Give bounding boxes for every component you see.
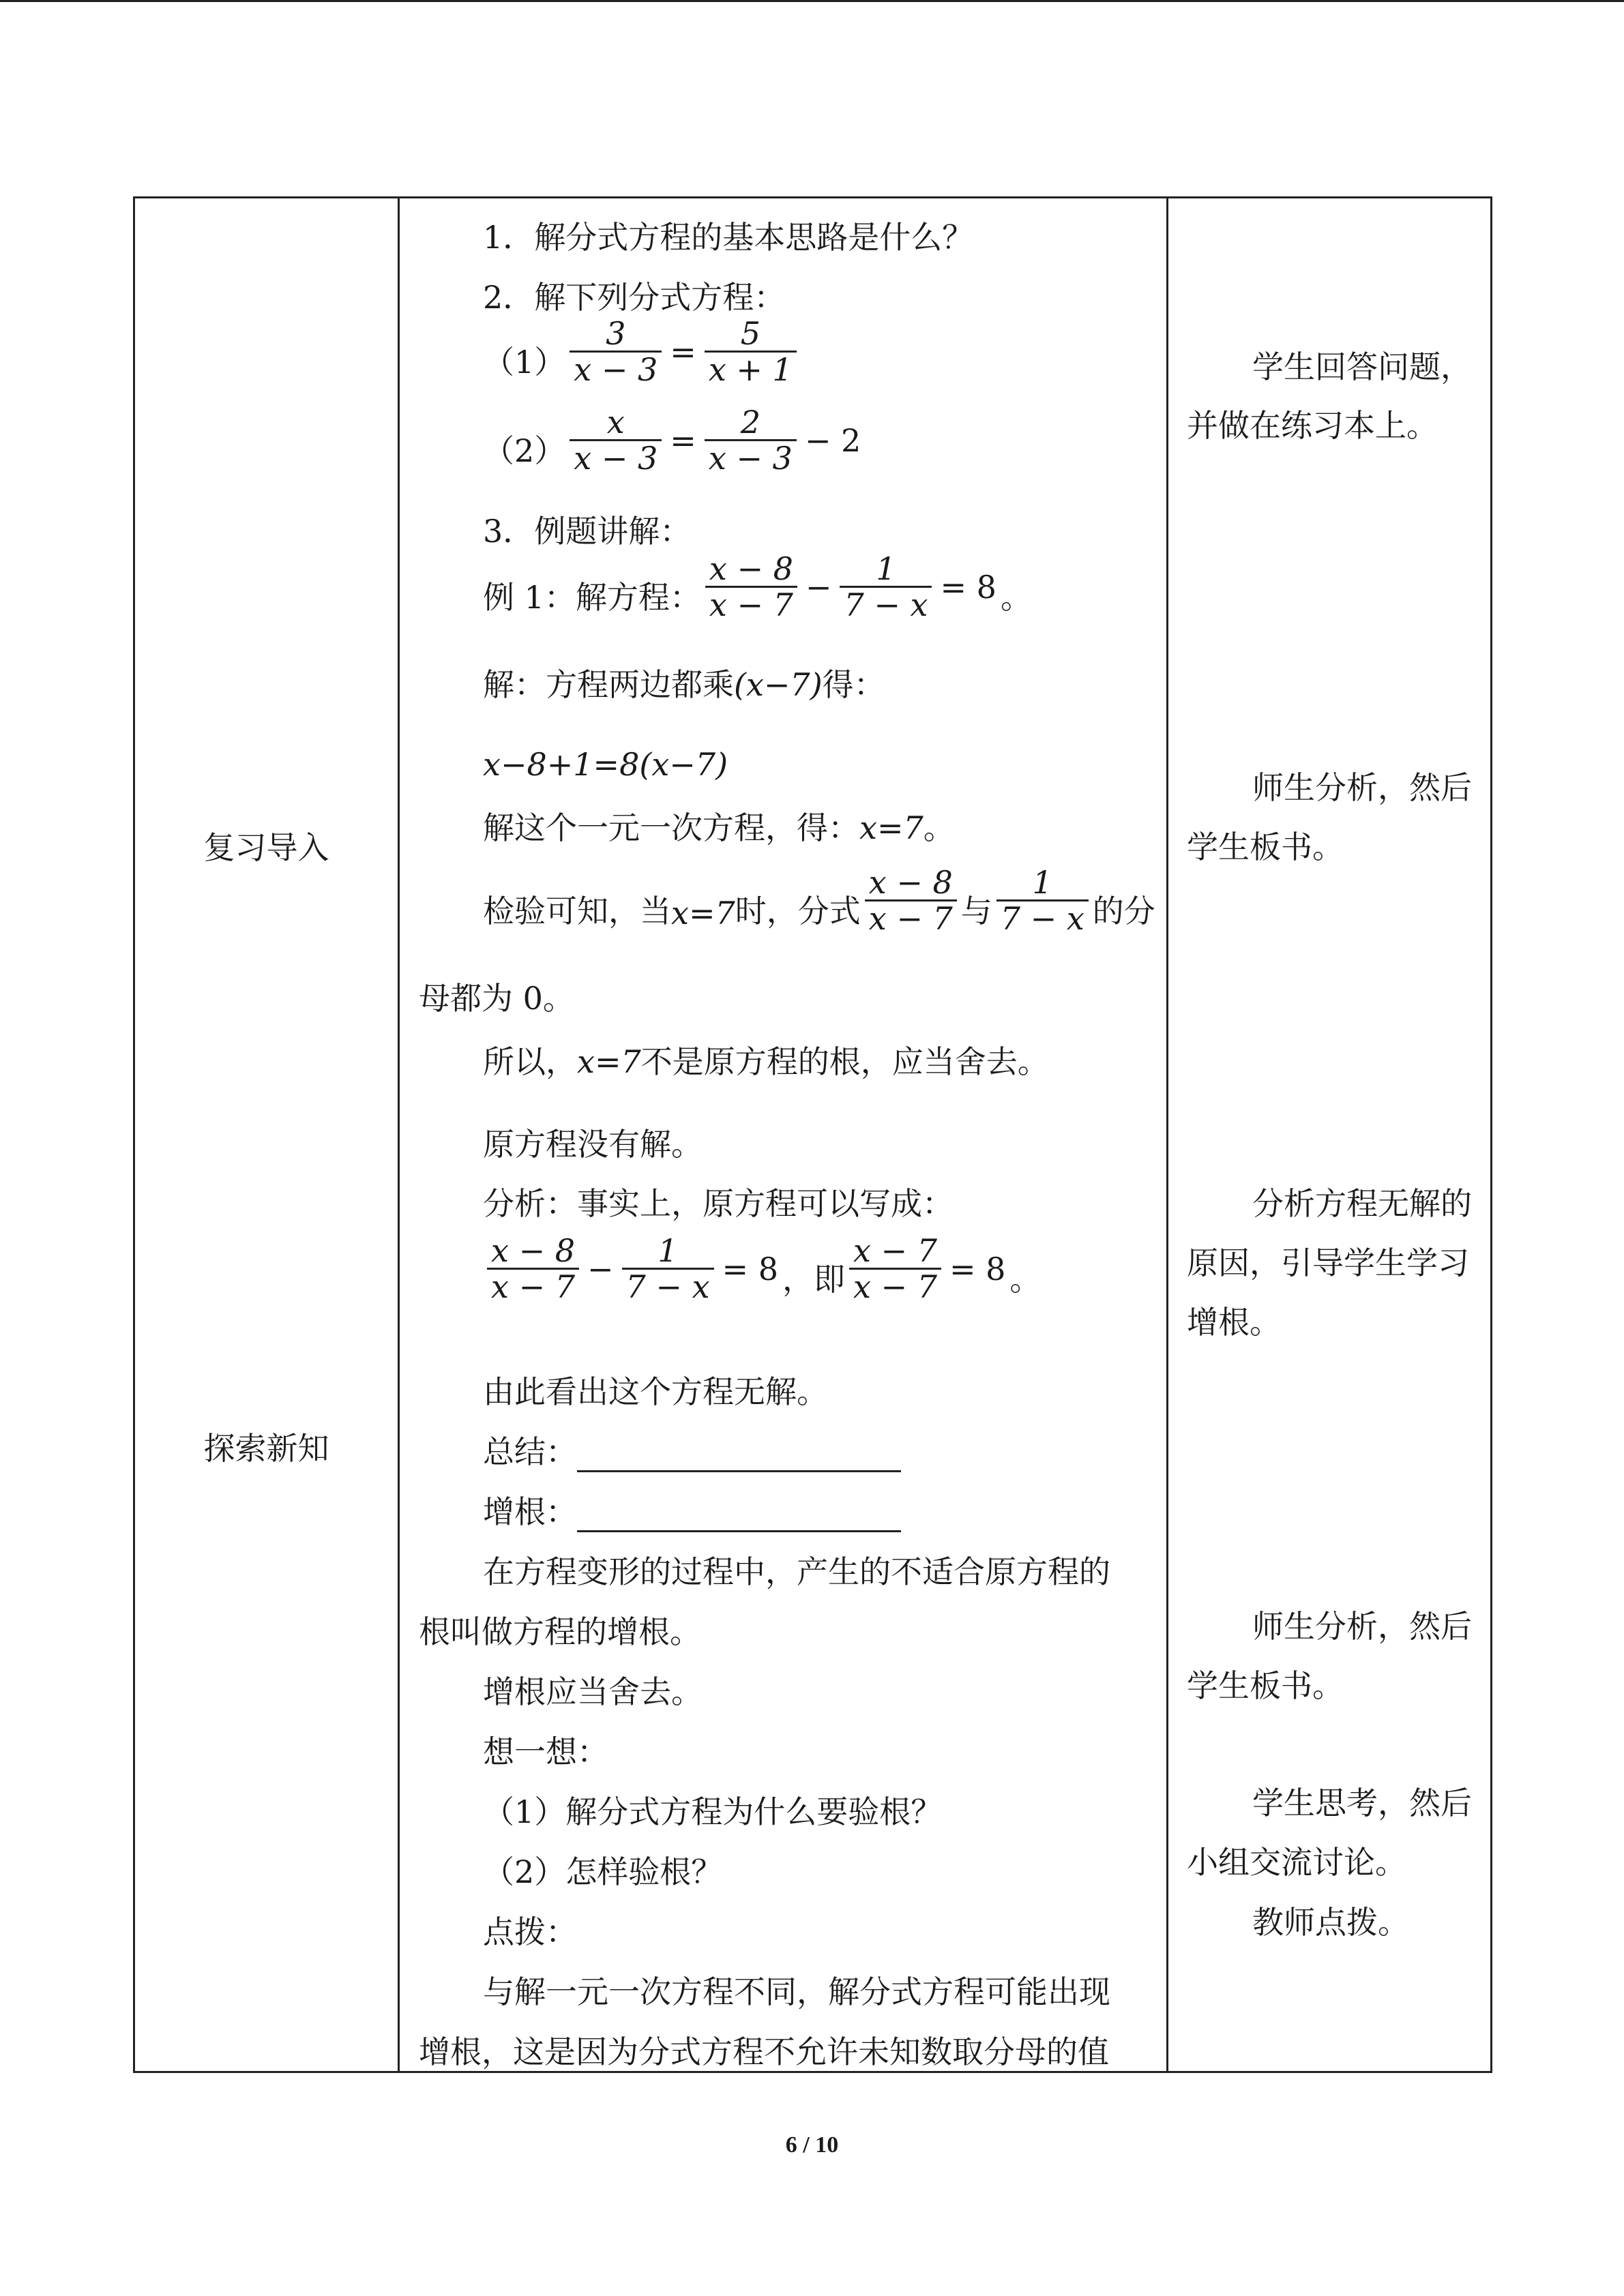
denominator: x − 7 (853, 1268, 937, 1305)
numerator: x − 8 (705, 553, 797, 588)
problem-label: （1） (483, 344, 566, 381)
numerator: x (570, 406, 662, 441)
fill-blank (577, 1443, 901, 1472)
question-2: 2．解下列分式方程： (483, 279, 786, 316)
example-label: 例 1：解方程： (483, 579, 701, 616)
text: ，即 (782, 1261, 845, 1298)
text: 总结： (483, 1433, 577, 1470)
period: 。 (1000, 579, 1032, 616)
activity-2a: 师生分析，然后 (1252, 769, 1472, 806)
numerator: x − 7 (849, 1235, 941, 1270)
text: 的分 (1092, 893, 1155, 929)
numerator: x − 8 (865, 867, 957, 901)
denominator: x − 3 (708, 440, 793, 477)
fraction (565, 404, 666, 477)
activity-4b: 学生板书。 (1187, 1667, 1344, 1704)
numerator: 3 (570, 318, 662, 353)
no-solution: 原方程没有解。 (483, 1126, 703, 1163)
solution-line (483, 664, 885, 705)
numerator: 1 (996, 867, 1089, 901)
denominator: x − 7 (491, 1268, 575, 1305)
equation-1 (483, 315, 801, 388)
activity-2b: 学生板书。 (1187, 829, 1344, 865)
math-expr: x=7 (859, 809, 924, 846)
text: 时，分式 (735, 893, 861, 929)
hint-label: 点拨： (483, 1913, 577, 1950)
hint-line-2: 增根，这是因为分式方程不允许未知数取分母的值 (419, 2033, 1109, 2070)
equals-eight: = 8 (722, 1250, 778, 1287)
summary-line (483, 1431, 901, 1472)
discard-line: 增根应当舍去。 (483, 1673, 703, 1710)
activity-1b: 并做在练习本上。 (1187, 407, 1438, 444)
equals-sign: = (670, 333, 696, 370)
text: 所以， (483, 1043, 577, 1080)
fraction (700, 404, 801, 477)
activity-3a: 分析方程无解的 (1252, 1185, 1472, 1222)
section-review: 复习导入 (203, 829, 329, 866)
fraction (701, 550, 801, 623)
question-3: 3．例题讲解： (483, 513, 692, 550)
denominator: 7 − x (844, 586, 928, 623)
linear-equation: x−8+1=8(x−7) (483, 746, 728, 783)
column-divider (1166, 198, 1168, 2071)
fraction (618, 1232, 718, 1305)
text: 得： (822, 666, 885, 703)
equation-2 (483, 404, 865, 477)
think-question-1: （1）解分式方程为什么要验根？ (483, 1793, 943, 1830)
numerator: 5 (705, 318, 797, 353)
fraction (700, 315, 801, 388)
text: 检验可知，当 (483, 893, 671, 929)
example-1 (483, 550, 1032, 623)
solve-line (483, 807, 955, 848)
denominator: x − 3 (574, 351, 658, 388)
text: 与 (960, 893, 992, 929)
numerator: x − 8 (487, 1235, 579, 1270)
definition-line-2: 根叫做方程的增根。 (419, 1613, 701, 1650)
column-divider (398, 198, 400, 2071)
activity-5b: 小组交流讨论。 (1187, 1844, 1406, 1881)
equals-eight: = 8 (940, 568, 996, 606)
activity-5a: 学生思考，然后 (1252, 1785, 1472, 1821)
think-question-2: （2）怎样验根？ (483, 1853, 723, 1890)
numerator: 1 (840, 553, 932, 588)
analysis-line: 分析：事实上，原方程可以写成： (483, 1185, 954, 1222)
fraction (483, 1232, 583, 1305)
text: 。 (1009, 1261, 1042, 1298)
denominator: 7 − x (625, 1268, 710, 1305)
denominator: x − 3 (574, 440, 658, 477)
minus-sign: − (587, 1250, 614, 1287)
activity-4a: 师生分析，然后 (1252, 1608, 1472, 1645)
numerator: 2 (705, 406, 797, 441)
text: 增根： (483, 1493, 577, 1530)
activity-3c: 增根。 (1187, 1304, 1281, 1341)
fraction (861, 864, 961, 937)
denominator: 7 − x (1000, 900, 1084, 937)
page-number: 6 / 10 (785, 2132, 839, 2158)
text: 解这个一元一次方程，得： (483, 809, 859, 846)
fraction (565, 315, 666, 388)
definition-line-1: 在方程变形的过程中，产生的不适合原方程的 (483, 1553, 1110, 1590)
equals-sign: = (670, 421, 696, 459)
check-line (483, 864, 1155, 937)
denominator: x + 1 (708, 351, 793, 388)
extraneous-root-line (483, 1491, 901, 1532)
fraction (836, 550, 936, 623)
fill-blank (577, 1503, 901, 1532)
question-1: 1．解分式方程的基本思路是什么？ (483, 219, 974, 256)
no-solution-conclusion: 由此看出这个方程无解。 (483, 1373, 828, 1410)
math-expr: x=7 (577, 1043, 641, 1080)
lesson-table (133, 196, 1492, 2073)
fraction (845, 1232, 945, 1305)
check-line-cont: 母都为 0。 (419, 980, 574, 1017)
denominator: x − 7 (709, 586, 793, 623)
text: 不是原方程的根，应当舍去。 (640, 1043, 1049, 1080)
activity-6: 教师点拨。 (1252, 1904, 1409, 1941)
minus-sign: − (805, 568, 832, 606)
fraction (992, 864, 1093, 937)
activity-3b: 原因，引导学生学习 (1187, 1244, 1469, 1281)
so-line (483, 1041, 1049, 1082)
activity-1a: 学生回答问题， (1252, 348, 1472, 385)
text: 。 (923, 809, 955, 846)
equals-eight: = 8 (949, 1250, 1006, 1287)
section-explore: 探索新知 (203, 1430, 329, 1467)
think-line: 想一想： (483, 1733, 608, 1770)
rewritten-equation (483, 1232, 1042, 1305)
denominator: x − 7 (868, 900, 953, 937)
math-expr: (x−7) (734, 666, 823, 703)
minus-two: − 2 (804, 421, 861, 459)
math-expr: x=7 (671, 895, 735, 931)
problem-label: （2） (483, 432, 566, 469)
text: 解：方程两边都乘 (483, 666, 734, 703)
numerator: 1 (622, 1235, 714, 1270)
hint-line-1: 与解一元一次方程不同，解分式方程可能出现 (483, 1973, 1110, 2010)
top-rule (0, 0, 1624, 2)
